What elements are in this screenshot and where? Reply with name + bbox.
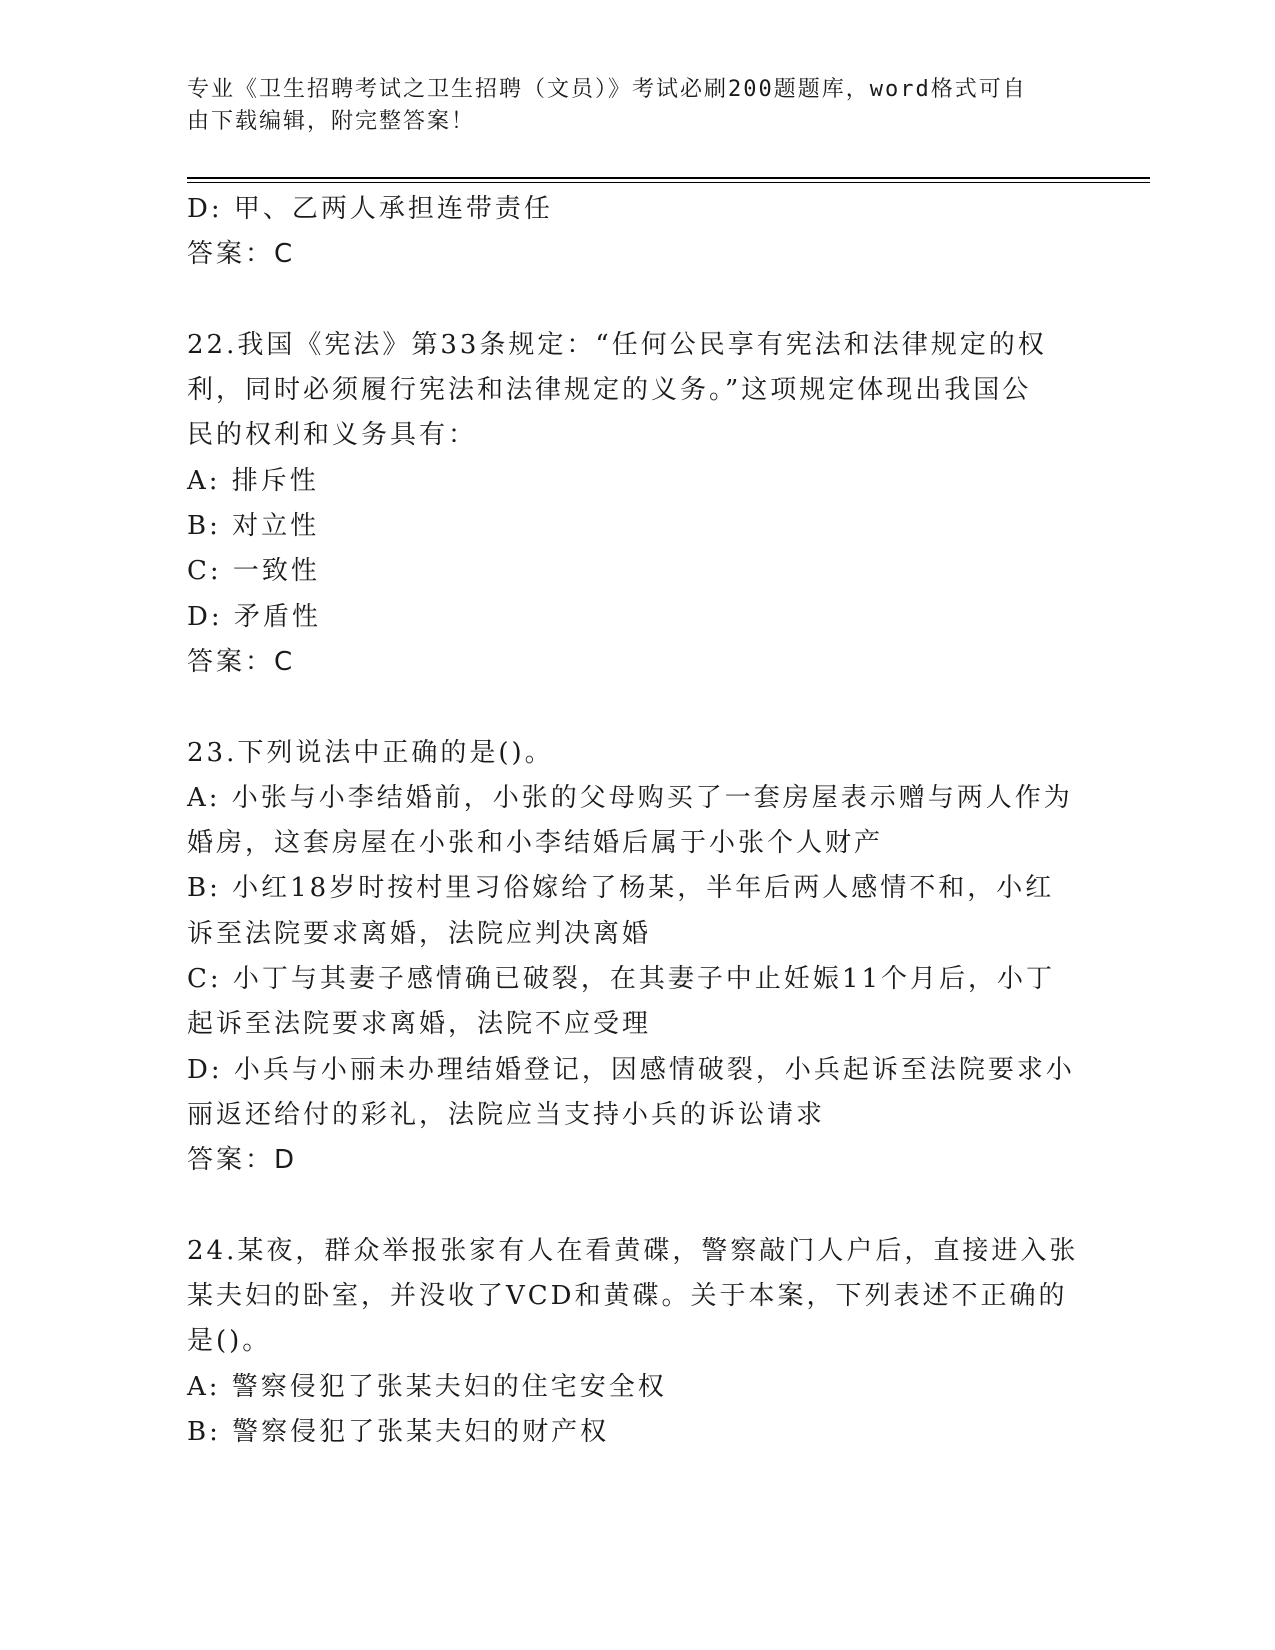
option-d: D: 小兵与小丽未办理结婚登记，因感情破裂，小兵起诉至法院要求小 <box>187 1054 1075 1085</box>
spacer <box>187 278 1087 323</box>
option-a: A: 警察侵犯了张某夫妇的住宅安全权 <box>187 1371 667 1402</box>
question-stem: 某夫妇的卧室，并没收了VCD和黄碟。关于本案，下列表述不正确的 <box>187 1281 1068 1312</box>
header-rule <box>187 177 1150 179</box>
option-b-cont: 诉至法院要求离婚，法院应判决离婚 <box>187 918 652 949</box>
question-stem: 24.某夜，群众举报张家有人在看黄碟，警察敲门人户后，直接进入张 <box>187 1235 1079 1266</box>
answer: 答案：C <box>187 646 296 677</box>
option-b: B: 警察侵犯了张某夫妇的财产权 <box>187 1417 610 1448</box>
header-rule-thin <box>187 182 1150 183</box>
option-c: C: 小丁与其妻子感情确已破裂，在其妻子中止妊娠11个月后，小丁 <box>187 964 1056 995</box>
document-body <box>187 187 1087 1455</box>
question-stem: 23.下列说法中正确的是()。 <box>187 737 554 768</box>
spacer <box>187 1184 1087 1229</box>
option-a-cont: 婚房，这套房屋在小张和小李结婚后属于小张个人财产 <box>187 828 884 859</box>
option-a: A: 排斥性 <box>187 465 319 496</box>
option-b: B: 小红18岁时按村里习俗嫁给了杨某，半年后两人感情不和，小红 <box>187 873 1055 904</box>
option-c: C: 一致性 <box>187 556 320 587</box>
option-b: B: 对立性 <box>187 511 320 542</box>
question-stem: 22.我国《宪法》第33条规定：“任何公民享有宪法和法律规定的权 <box>187 329 1047 360</box>
option-c-cont: 起诉至法院要求离婚，法院不应受理 <box>187 1009 652 1040</box>
spacer <box>187 685 1087 730</box>
question-stem: 利，同时必须履行宪法和法律规定的义务。”这项规定体现出我国公 <box>187 375 1032 406</box>
answer: 答案：C <box>187 239 296 270</box>
header-line: 专业《卫生招聘考试之卫生招聘（文员）》考试必刷200题题库，word格式可自 <box>187 77 1027 102</box>
option-d: D: 甲、乙两人承担连带责任 <box>187 194 553 224</box>
answer: 答案：D <box>187 1145 298 1176</box>
option-d: D: 矛盾性 <box>187 601 321 632</box>
question-stem: 是()。 <box>187 1326 272 1357</box>
option-a: A: 小张与小李结婚前，小张的父母购买了一套房屋表示赠与两人作为 <box>187 782 1073 813</box>
document-header <box>187 74 1067 138</box>
option-d-cont: 丽返还给付的彩礼，法院应当支持小兵的诉讼请求 <box>187 1099 826 1130</box>
header-line: 由下载编辑，附完整答案！ <box>187 109 476 134</box>
question-stem: 民的权利和义务具有： <box>187 420 478 451</box>
